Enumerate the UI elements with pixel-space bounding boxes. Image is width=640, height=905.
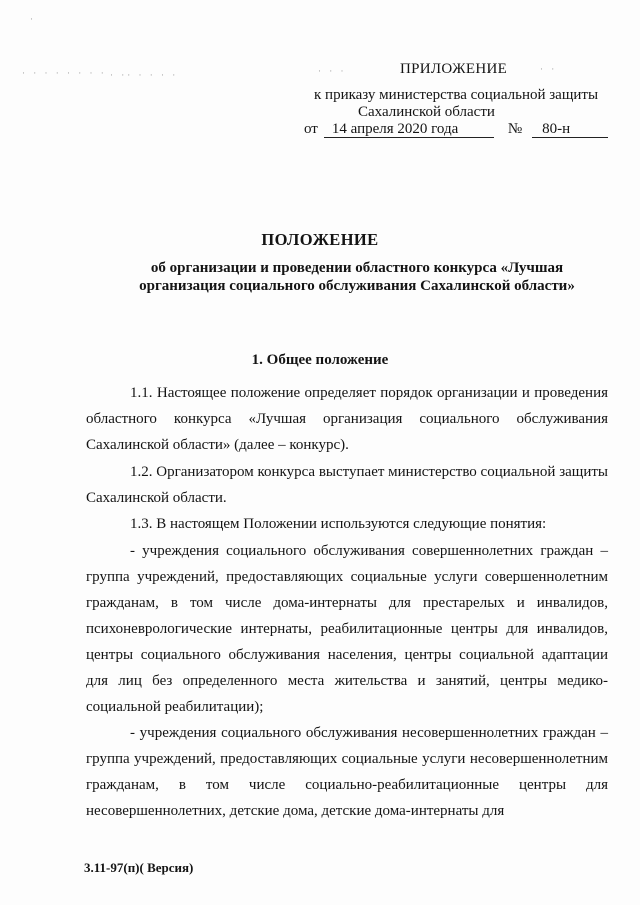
- appendix-label: ПРИЛОЖЕНИЕ: [400, 61, 508, 77]
- order-date: 14 апреля 2020 года: [324, 121, 494, 138]
- section-heading: 1. Общее положение: [251, 352, 389, 368]
- date-prefix: от: [304, 121, 318, 137]
- definition-item-adults: [86, 538, 608, 720]
- order-reference: к приказу министерства социальной защиты: [314, 87, 599, 103]
- scan-noise: · · ·: [318, 66, 347, 76]
- definition-item-minors: [86, 720, 608, 824]
- scan-noise: ·: [30, 14, 36, 24]
- paragraph-text: - учреждения социального обслуживания совершеннолетних граждан – группа учреждений, предоставляющих социальные услуги совершеннолетним гражданам, в том числе дома-интернаты для престарелых и инвалидов, психоневрологические интернаты, реабилитационные центры для инвалидов, центры социального обслуживания населения, центры социальной адаптации для лиц без определенного места жительства и занятий, центры медико-социальной реабилитации);: [86, 543, 608, 715]
- paragraph-text: 1.2. Организатором конкурса выступает министерство социальной защиты Сахалинской области.: [86, 464, 608, 506]
- paragraph-text: 1.3. В настоящем Положении используются следующие понятия:: [130, 516, 547, 532]
- order-number: 80-н: [532, 121, 608, 138]
- paragraph-1-3: [86, 511, 608, 537]
- number-sign: №: [507, 121, 523, 137]
- paragraph-1-1: [86, 380, 608, 458]
- document-title: ПОЛОЖЕНИЕ: [261, 230, 379, 249]
- scan-noise: · · · · · · · ·: [22, 68, 107, 78]
- paragraph-1-2: [86, 459, 608, 511]
- scan-noise: · ·· · · · ·: [110, 70, 179, 80]
- region-name: Сахалинской области: [358, 104, 495, 120]
- order-date-row: [304, 120, 608, 138]
- paragraph-text: 1.1. Настоящее положение определяет порядок организации и проведения областного конкурса «Лучшая организация социального обслуживания Сахалинской области» (далее – конкурс).: [86, 385, 608, 453]
- paragraph-text: - учреждения социального обслуживания несовершеннолетних граждан – группа учреждений, предоставляющих социальные услуги несовершеннолетним гражданам, в том числе социально-реабилитационные центры для несовершеннолетних, детские дома, детские дома-интернаты для: [86, 725, 608, 819]
- document-subtitle: об организации и проведении областного конкурса «Лучшая организация социального обслуживания Сахалинской области»: [139, 260, 575, 294]
- scan-noise: · ·: [540, 64, 558, 74]
- document-code: 3.11-97(п)( Версия): [84, 860, 194, 875]
